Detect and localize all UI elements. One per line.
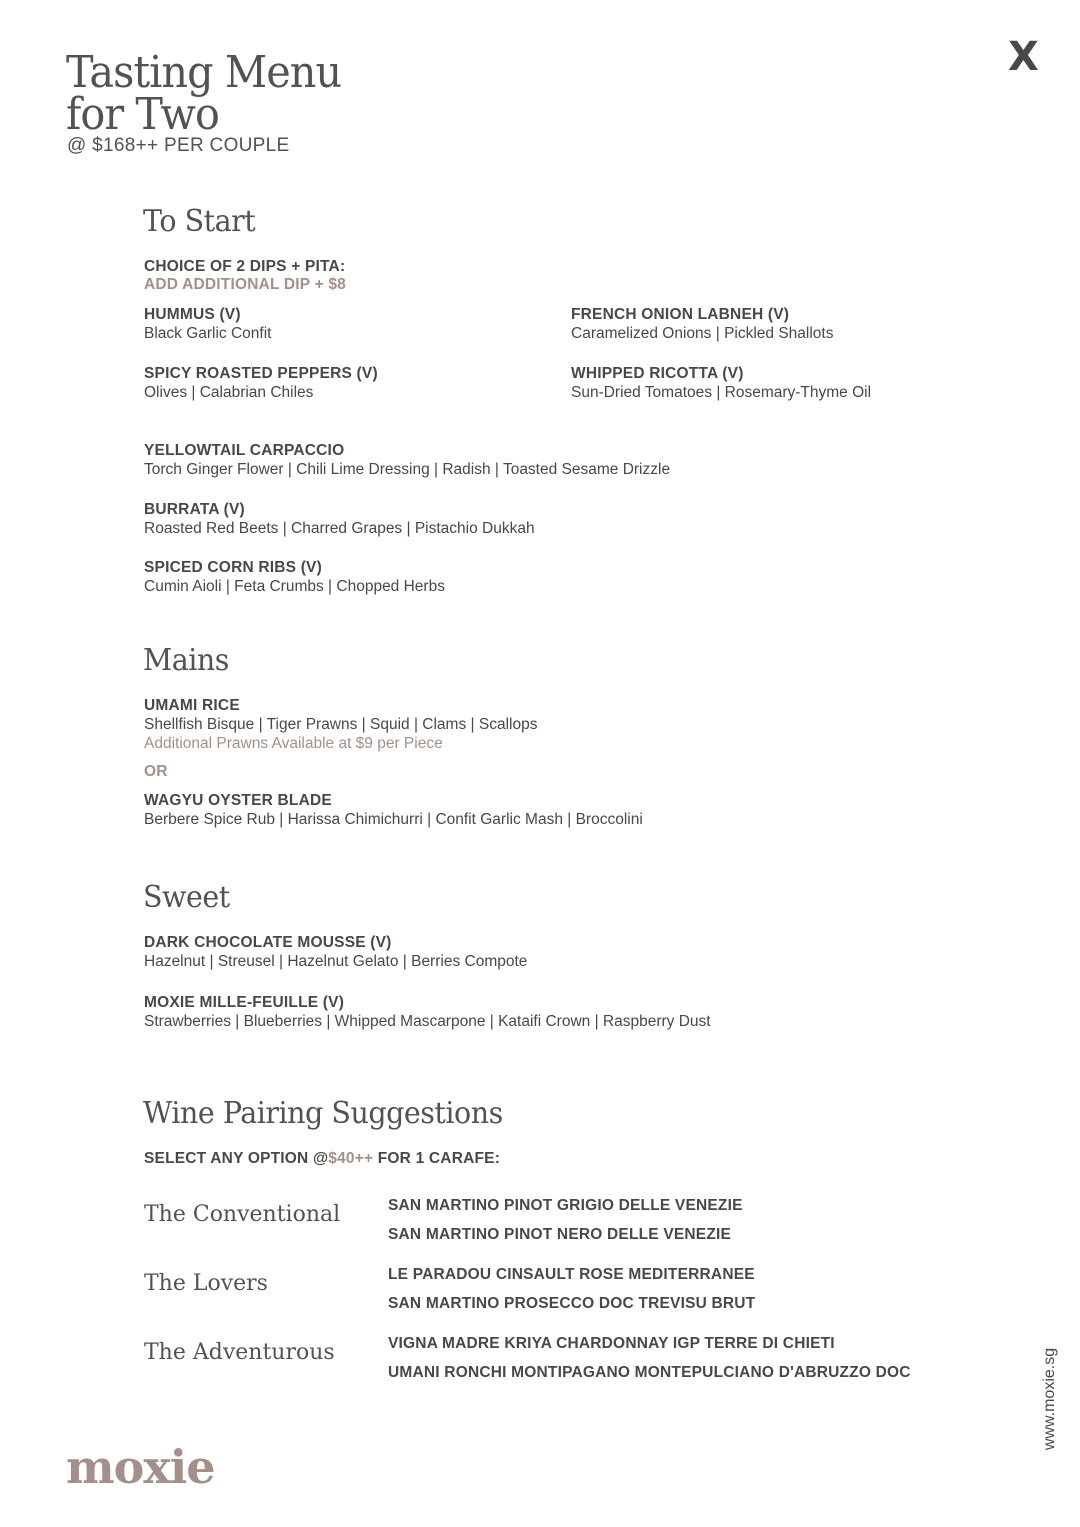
menu-item-desc: Hazelnut | Streusel | Hazelnut Gelato | Berries Compote bbox=[144, 953, 528, 970]
section-title-to-start: To Start bbox=[143, 204, 256, 239]
menu-item-name: SPICED CORN RIBS (V) bbox=[144, 559, 322, 576]
dip-item bbox=[144, 365, 378, 402]
dip-name: FRENCH ONION LABNEH (V) bbox=[571, 306, 790, 323]
wine-select-line bbox=[144, 1150, 500, 1168]
menu-item-name: UMAMI RICE bbox=[144, 697, 240, 714]
menu-item bbox=[144, 697, 537, 753]
dip-desc: Sun-Dried Tomatoes | Rosemary-Thyme Oil bbox=[571, 384, 872, 401]
page-title bbox=[66, 47, 342, 140]
menu-item-name: WAGYU OYSTER BLADE bbox=[144, 792, 332, 809]
menu-item-desc: Torch Ginger Flower | Chili Lime Dressing | Radish | Toasted Sesame Drizzle bbox=[144, 461, 671, 478]
menu-item bbox=[144, 792, 643, 829]
wine-name: SAN MARTINO PINOT GRIGIO DELLE VENEZIE bbox=[388, 1197, 743, 1214]
menu-item-desc: Berbere Spice Rub | Harissa Chimichurri | Confit Garlic Mash | Broccolini bbox=[144, 811, 643, 828]
wine-select-price: $40++ bbox=[328, 1150, 374, 1167]
menu-item bbox=[144, 934, 527, 971]
menu-item-desc: Roasted Red Beets | Charred Grapes | Pistachio Dukkah bbox=[144, 520, 535, 537]
dip-name: WHIPPED RICOTTA (V) bbox=[571, 365, 744, 382]
dip-desc: Caramelized Onions | Pickled Shallots bbox=[571, 325, 834, 342]
dips-heading: CHOICE OF 2 DIPS + PITA: bbox=[144, 258, 346, 275]
dips-addon: ADD ADDITIONAL DIP + $8 bbox=[144, 276, 346, 293]
wine-name: SAN MARTINO PROSECCO DOC TREVISU BRUT bbox=[388, 1295, 756, 1312]
title-line-1: Tasting Menu bbox=[66, 47, 342, 98]
wine-name: LE PARADOU CINSAULT ROSE MEDITERRANEE bbox=[388, 1266, 755, 1283]
menu-item-desc: Shellfish Bisque | Tiger Prawns | Squid | Clams | Scallops bbox=[144, 716, 538, 733]
menu-item-name: DARK CHOCOLATE MOUSSE (V) bbox=[144, 934, 392, 951]
wine-select-prefix: SELECT ANY OPTION @ bbox=[144, 1150, 329, 1167]
menu-item-desc: Strawberries | Blueberries | Whipped Mascarpone | Kataifi Crown | Raspberry Dust bbox=[144, 1013, 711, 1030]
wine-name: VIGNA MADRE KRIYA CHARDONNAY IGP TERRE DI CHIETI bbox=[388, 1335, 835, 1352]
menu-item-name: YELLOWTAIL CARPACCIO bbox=[144, 442, 345, 459]
wine-category: The Adventurous bbox=[144, 1340, 335, 1365]
or-divider: OR bbox=[144, 763, 168, 780]
menu-item-name: MOXIE MILLE-FEUILLE (V) bbox=[144, 994, 345, 1011]
close-icon[interactable]: X bbox=[1008, 34, 1039, 80]
wine-name: UMANI RONCHI MONTIPAGANO MONTEPULCIANO D'ABRUZZO DOC bbox=[388, 1364, 911, 1381]
menu-item-name: BURRATA (V) bbox=[144, 501, 245, 518]
dip-item bbox=[144, 306, 271, 343]
menu-price: @ $168++ PER COUPLE bbox=[67, 135, 290, 156]
menu-item-desc: Cumin Aioli | Feta Crumbs | Chopped Herbs bbox=[144, 578, 445, 595]
section-title-wine: Wine Pairing Suggestions bbox=[143, 1096, 503, 1131]
dip-item bbox=[571, 365, 871, 402]
menu-item-note: Additional Prawns Available at $9 per Piece bbox=[144, 735, 443, 752]
wine-name: SAN MARTINO PINOT NERO DELLE VENEZIE bbox=[388, 1226, 732, 1243]
menu-item bbox=[144, 559, 445, 596]
website-link[interactable]: www.moxie.sg bbox=[1041, 1347, 1058, 1451]
dip-item bbox=[571, 306, 833, 343]
dip-desc: Black Garlic Confit bbox=[144, 325, 272, 342]
section-title-mains: Mains bbox=[143, 643, 229, 678]
menu-item bbox=[144, 442, 670, 479]
menu-item bbox=[144, 501, 535, 538]
section-title-sweet: Sweet bbox=[143, 880, 230, 915]
wine-category: The Conventional bbox=[144, 1202, 341, 1227]
dip-desc: Olives | Calabrian Chiles bbox=[144, 384, 314, 401]
moxie-logo: moxie bbox=[66, 1440, 215, 1494]
dip-name: SPICY ROASTED PEPPERS (V) bbox=[144, 365, 378, 382]
title-line-2: for Two bbox=[66, 89, 219, 140]
wine-category: The Lovers bbox=[144, 1271, 268, 1296]
dip-name: HUMMUS (V) bbox=[144, 306, 241, 323]
menu-item bbox=[144, 994, 711, 1031]
wine-select-suffix: FOR 1 CARAFE: bbox=[373, 1150, 501, 1167]
